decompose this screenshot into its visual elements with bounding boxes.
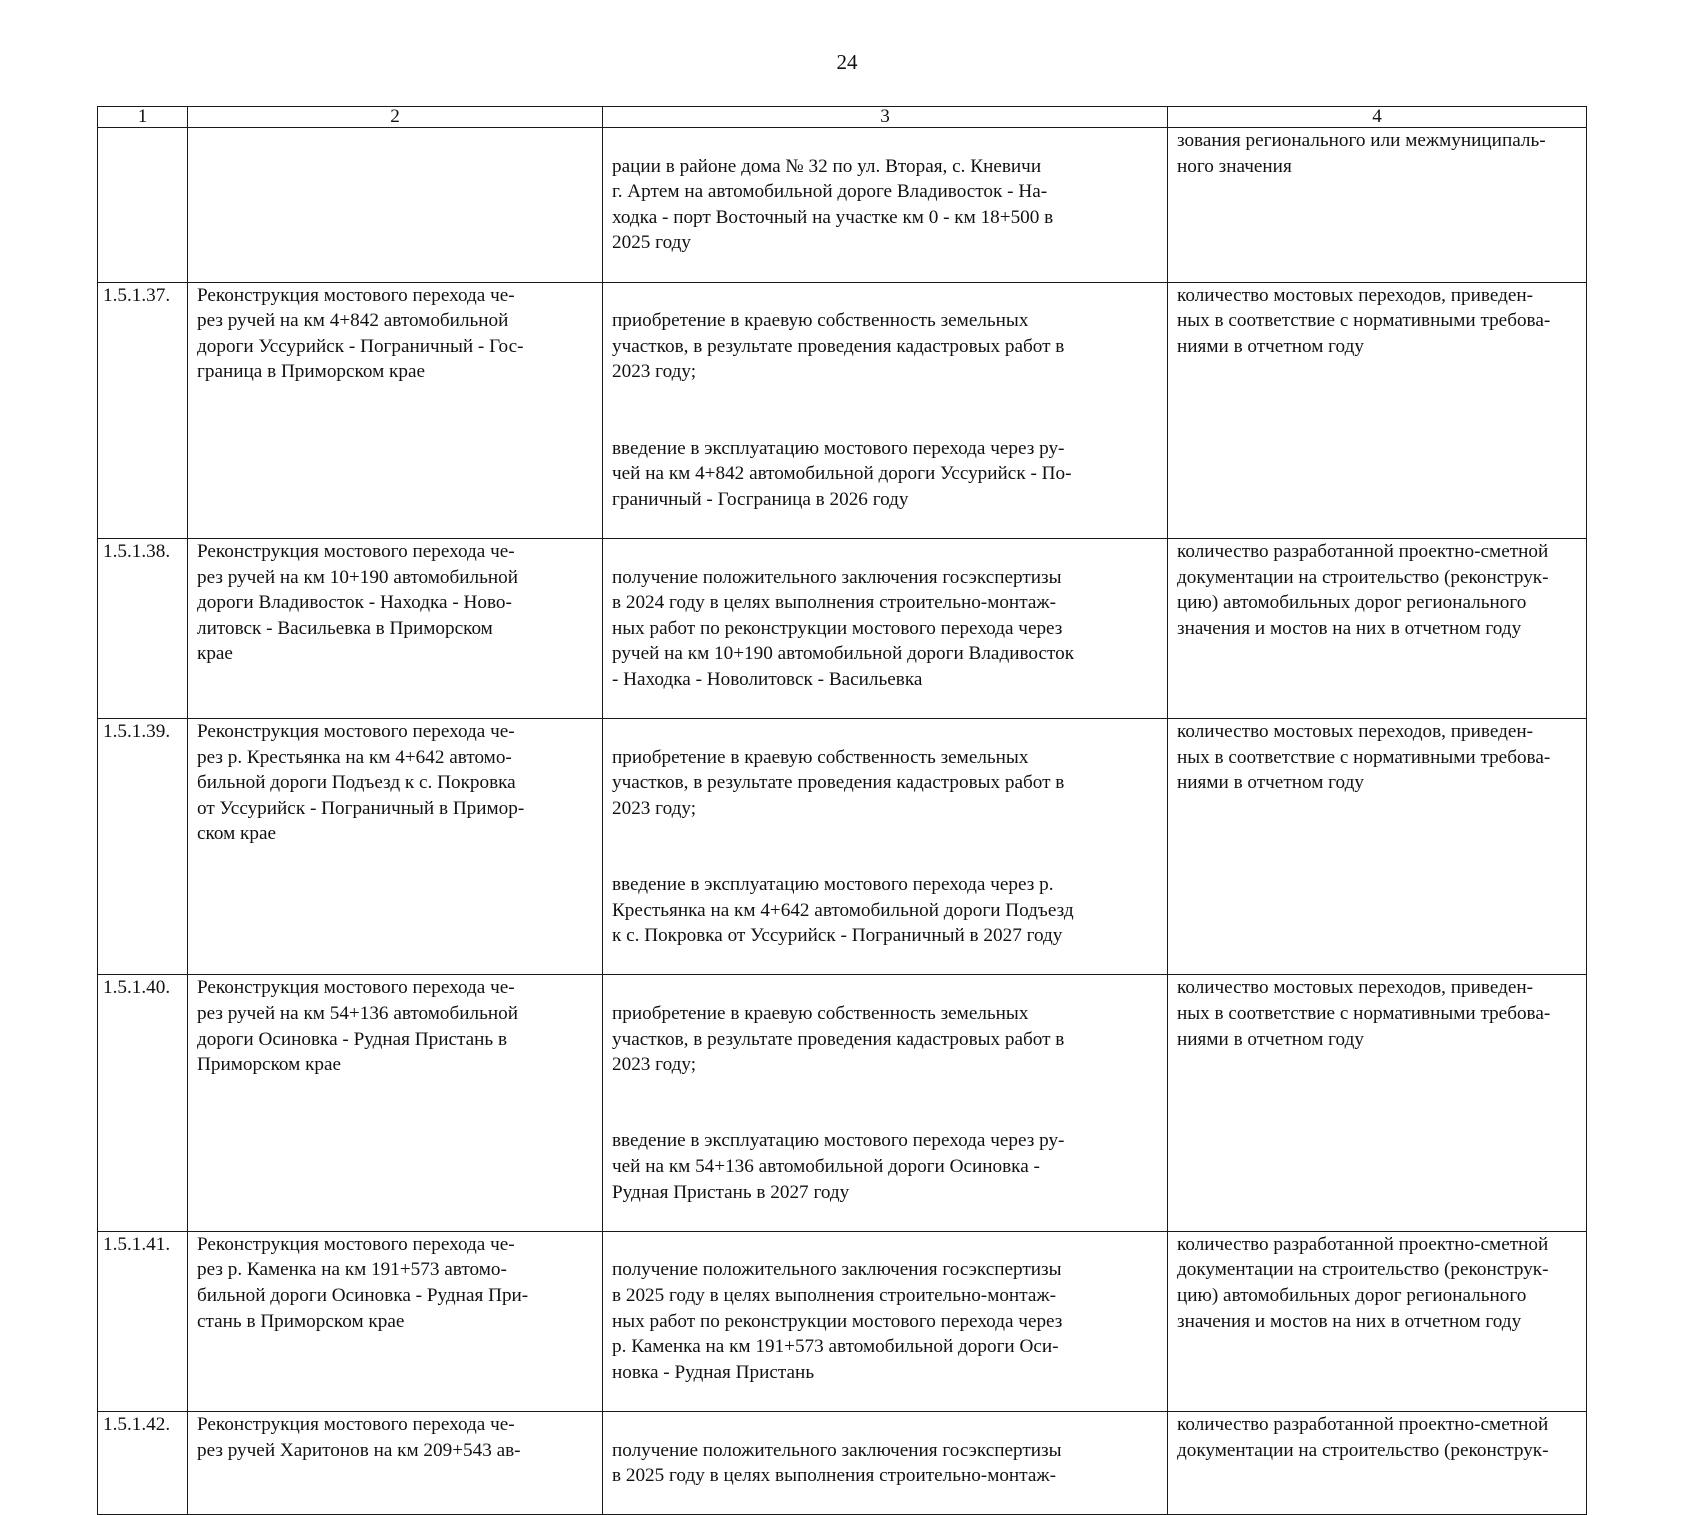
indicator: количество разработанной проектно-сметной документации на строительство (реконструк- цию) автомобильных дорог регионального значения и мостов на них в отчетном году	[1168, 538, 1587, 718]
indicator: количество разработанной проектно-сметной документации на строительство (реконструк-	[1168, 1411, 1587, 1514]
row-number: 1.5.1.39.	[98, 719, 188, 975]
row-number: 1.5.1.42.	[98, 1411, 188, 1514]
indicator: количество мостовых переходов, приведен- ных в соответствие с нормативными требова- ниями в отчетном году	[1168, 282, 1587, 538]
measure-description-paragraph: введение в эксплуатацию мостового перехода через ру- чей на км 54+136 автомобильной дороги Осиновка - Рудная Пристань в 2027 году	[612, 1130, 1065, 1203]
table-row	[98, 1231, 1587, 1411]
indicator: количество разработанной проектно-сметной документации на строительство (реконструк- цию) автомобильных дорог регионального значения и мостов на них в отчетном году	[1168, 1231, 1587, 1411]
table-header-row	[98, 107, 1587, 128]
row-number	[98, 128, 188, 283]
table-row	[98, 282, 1587, 538]
table-row	[98, 975, 1587, 1231]
measure-name: Реконструкция мостового перехода че- рез ручей на км 54+136 автомобильной дороги Осиновка - Рудная Пристань в Приморском крае	[188, 975, 603, 1231]
page-number: 24	[836, 50, 858, 74]
table-row	[98, 538, 1587, 718]
measures-table	[97, 106, 1587, 1515]
column-header-4: 4	[1168, 107, 1587, 128]
measure-description	[603, 975, 1168, 1231]
measure-description	[603, 1231, 1168, 1411]
measure-name	[188, 128, 603, 283]
measure-description	[603, 282, 1168, 538]
measure-description-paragraph: приобретение в краевую собственность земельных участков, в результате проведения кадастровых работ в 2023 году;	[612, 310, 1065, 383]
measure-name: Реконструкция мостового перехода че- рез ручей Харитонов на км 209+543 ав-	[188, 1411, 603, 1514]
row-number: 1.5.1.40.	[98, 975, 188, 1231]
measure-name: Реконструкция мостового перехода че- рез ручей на км 4+842 автомобильной дороги Уссурийск - Пограничный - Гос- граница в Приморском крае	[188, 282, 603, 538]
indicator: количество мостовых переходов, приведен- ных в соответствие с нормативными требова- ниями в отчетном году	[1168, 719, 1587, 975]
measure-description	[603, 719, 1168, 975]
row-number: 1.5.1.41.	[98, 1231, 188, 1411]
measure-description-paragraph: получение положительного заключения госэкспертизы в 2025 году в целях выполнения строительно-монтаж- ных работ по реконструкции мостового перехода через р. Каменка на км 191+573 автомобильной дороги Оси- новка - Рудная Пристань	[612, 1259, 1063, 1383]
measure-name: Реконструкция мостового перехода че- рез ручей на км 10+190 автомобильной дороги Владивосток - Находка - Ново- литовск - Васильевка в Приморском крае	[188, 538, 603, 718]
column-header-3: 3	[603, 107, 1168, 128]
measure-name: Реконструкция мостового перехода че- рез р. Крестьянка на км 4+642 автомо- бильной дороги Подъезд к с. Покровка от Уссурийск - Пограничный в Примор- ском крае	[188, 719, 603, 975]
measure-description	[603, 128, 1168, 283]
row-number: 1.5.1.38.	[98, 538, 188, 718]
measure-description-paragraph: приобретение в краевую собственность земельных участков, в результате проведения кадастровых работ в 2023 году;	[612, 1003, 1065, 1076]
row-number: 1.5.1.37.	[98, 282, 188, 538]
measure-description-paragraph: приобретение в краевую собственность земельных участков, в результате проведения кадастровых работ в 2023 году;	[612, 746, 1065, 819]
measure-description	[603, 538, 1168, 718]
column-header-2: 2	[188, 107, 603, 128]
measure-description-paragraph: получение положительного заключения госэкспертизы в 2024 году в целях выполнения строительно-монтаж- ных работ по реконструкции мостового перехода через ручей на км 10+190 автомобильной дороги Владивосток - Находка - Новолитовск - Васильевка	[612, 566, 1075, 690]
measure-description	[603, 1411, 1168, 1514]
measure-name: Реконструкция мостового перехода че- рез р. Каменка на км 191+573 автомо- бильной дороги Осиновка - Рудная При- стань в Приморском крае	[188, 1231, 603, 1411]
indicator: зования регионального или межмуниципаль- ного значения	[1168, 128, 1587, 283]
measure-description-paragraph: введение в эксплуатацию мостового перехода через р. Крестьянка на км 4+642 автомобильной дороги Подъезд к с. Покровка от Уссурийск - Пограничный в 2027 году	[612, 874, 1074, 947]
measure-description-paragraph: рации в районе дома № 32 по ул. Вторая, с. Кневичи г. Артем на автомобильной дороге Владивосток - На- ходка - порт Восточный на участке км 0 - км 18+500 в 2025 году	[612, 155, 1054, 254]
measure-description-paragraph: получение положительного заключения госэкспертизы в 2025 году в целях выполнения строительно-монтаж-	[612, 1439, 1062, 1487]
table-row	[98, 1411, 1587, 1514]
indicator: количество мостовых переходов, приведен- ных в соответствие с нормативными требова- ниями в отчетном году	[1168, 975, 1587, 1231]
table-row	[98, 128, 1587, 283]
column-header-1: 1	[98, 107, 188, 128]
table-row	[98, 719, 1587, 975]
measure-description-paragraph: введение в эксплуатацию мостового перехода через ру- чей на км 4+842 автомобильной дороги Уссурийск - По- граничный - Госграница в 2026 году	[612, 437, 1072, 510]
